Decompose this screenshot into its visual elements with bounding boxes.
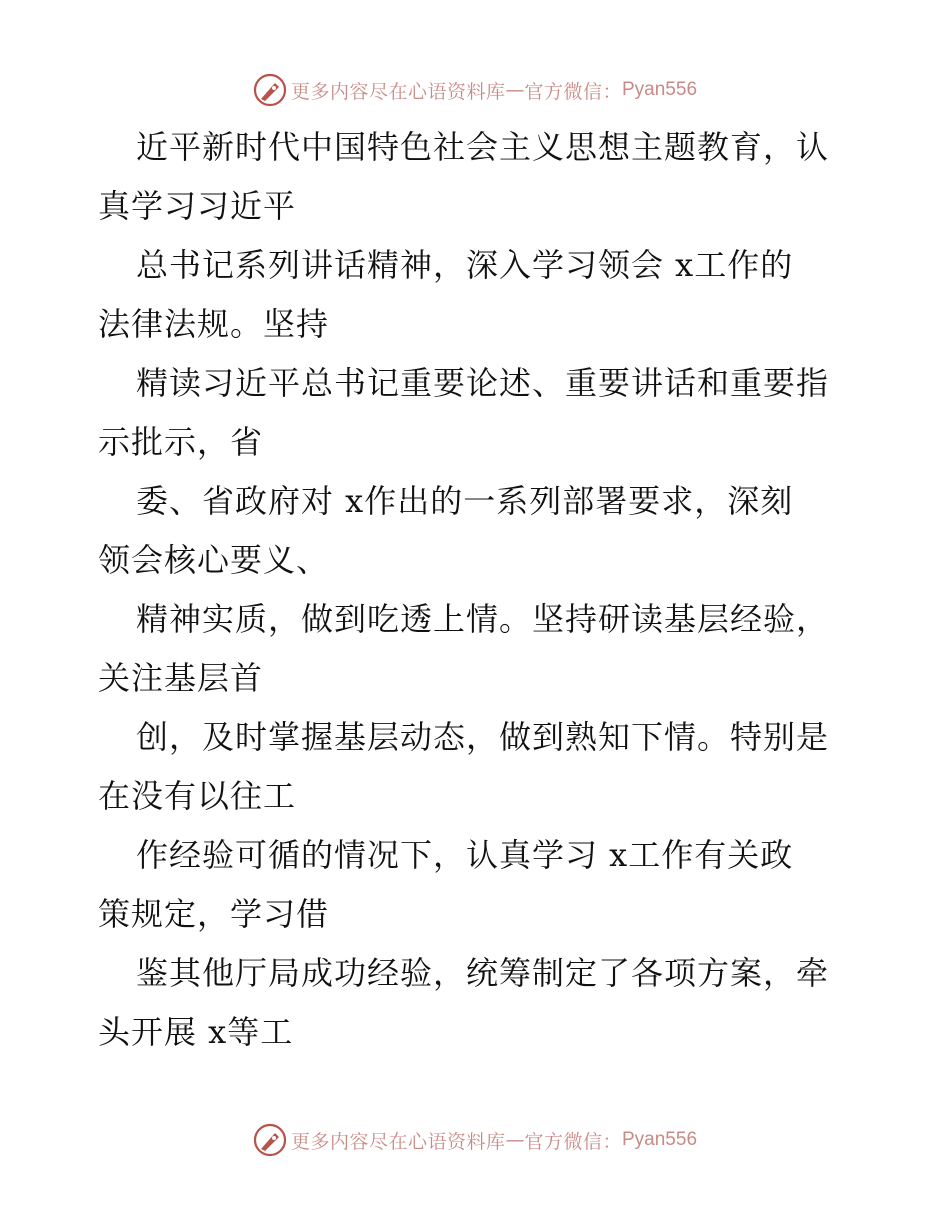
watermark-separator: — [505,1129,525,1151]
paragraph [98,472,858,590]
paragraph-line: 在没有以往工 [98,777,297,815]
watermark-official-label: 官方微信： [524,80,622,103]
paragraph-line: 作经验可循的情况下，认真学习 x工作有关政 [136,836,794,874]
watermark-wechat-id: Pyan556 [622,1129,698,1150]
paragraph [98,708,858,826]
paragraph-line: 头开展 x等工 [98,1013,294,1051]
footer-watermark [0,1120,950,1160]
paragraph-line: 示批示，省 [98,423,264,461]
paragraph-line: 真学习习近平 [98,187,297,225]
document-body [98,118,858,1062]
paragraph [98,944,858,1062]
paragraph-line: 鉴其他厅局成功经验，统筹制定了各项方案，牵 [136,954,830,992]
paragraph-line: 策规定，学习借 [98,895,330,933]
watermark-separator: — [505,79,525,101]
paragraph [98,236,858,354]
paragraph [98,118,858,236]
paragraph-line: 近平新时代中国特色社会主义思想主题教育，认 [136,128,830,166]
paragraph-line: 委、省政府对 x作出的一系列部署要求，深刻 [136,482,794,520]
header-watermark [0,70,950,110]
paragraph-line: 总书记系列讲话精神，深入学习领会 x工作的 [136,246,794,284]
watermark-text: 更多内容尽在心语资料库 [290,1130,506,1153]
paragraph-line: 创，及时掌握基层动态，做到熟知下情。特别是 [136,718,830,756]
paragraph [98,590,858,708]
watermark-wechat-id: Pyan556 [622,79,698,100]
paragraph [98,826,858,944]
paragraph-line: 精神实质，做到吃透上情。坚持研读基层经验， [136,600,830,638]
pen-nib-logo-icon [253,73,287,107]
paragraph [98,354,858,472]
paragraph-line: 领会核心要义、 [98,541,330,579]
pen-nib-logo-icon [253,1123,287,1157]
paragraph-line: 精读习近平总书记重要论述、重要讲话和重要指 [136,364,830,402]
paragraph-line: 法律法规。坚持 [98,305,330,343]
paragraph-line: 关注基层首 [98,659,264,697]
watermark-official-label: 官方微信： [524,1130,622,1153]
watermark-text: 更多内容尽在心语资料库 [290,80,506,103]
